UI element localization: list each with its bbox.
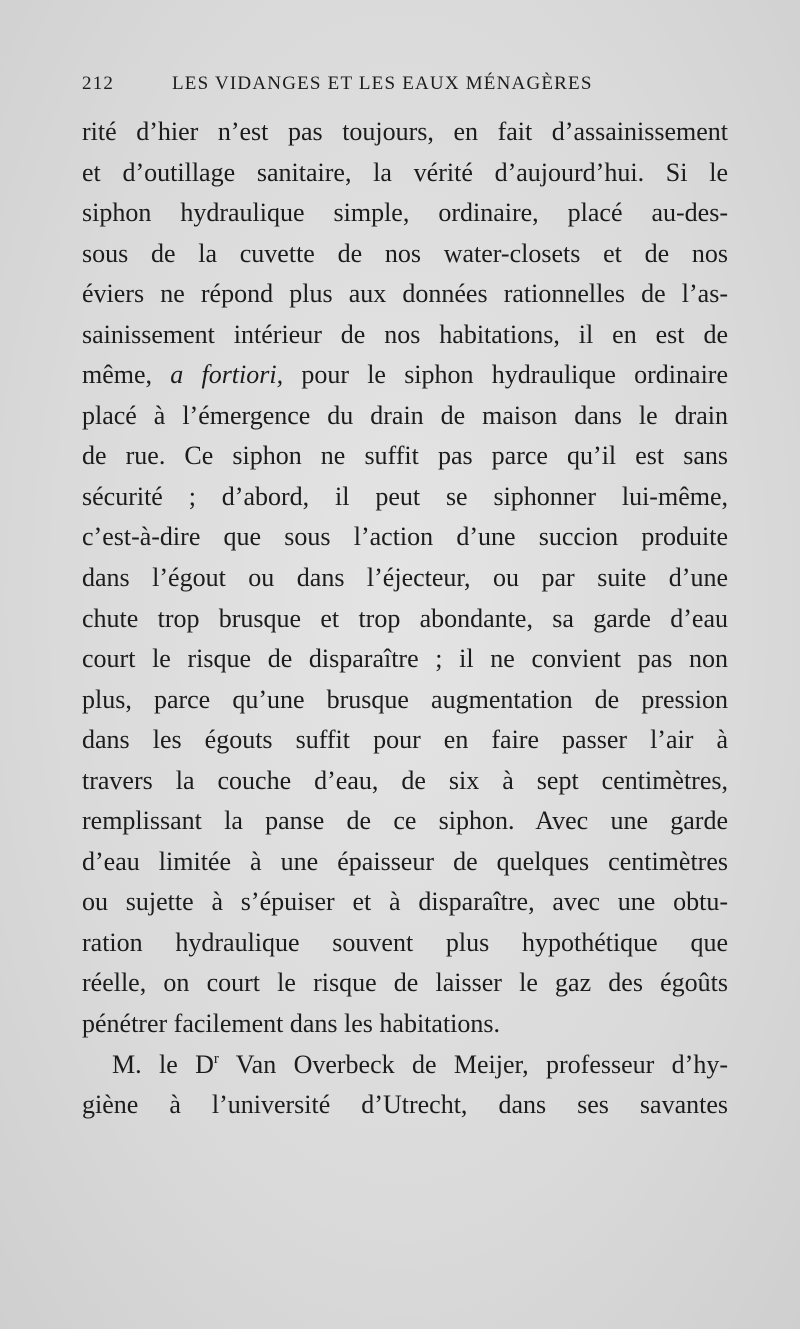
text-line: rité d’hier n’est pas toujours, en fait d’assainissement	[82, 117, 728, 146]
text-line: remplissant la panse de ce siphon. Avec une garde	[82, 806, 728, 836]
running-head	[82, 68, 732, 100]
running-title: LES VIDANGES ET LES EAUX MÉNAGÈRES	[172, 73, 593, 94]
text-line: siphon hydraulique simple, ordinaire, placé au-des-	[82, 198, 728, 228]
text-line: sainissement intérieur de nos habitations, il en est de	[82, 319, 728, 349]
text-line: travers la couche d’eau, de six à sept centimètres,	[82, 765, 728, 795]
text-line-with-italic	[82, 355, 728, 396]
line-start: M. le D	[112, 1049, 214, 1079]
text-line: de rue. Ce siphon ne suffit pas parce qu’il est sans	[82, 441, 728, 471]
paragraph-last-line: pénétrer facilement dans les habitations.	[82, 1009, 501, 1039]
line-rest: pour le siphon hydraulique ordinaire	[301, 360, 728, 390]
text-line: dans les égouts suffit pour en faire passer l’air à	[82, 725, 728, 755]
italic-phrase: a fortiori,	[170, 360, 284, 390]
text-line: réelle, on court le risque de laisser le gaz des égoûts	[82, 968, 728, 998]
text-line: court le risque de disparaître ; il ne convient pas non	[82, 644, 728, 674]
superscript-r: r	[213, 1050, 219, 1067]
text-line: placé à l’émergence du drain de maison dans le drain	[82, 400, 728, 430]
text-line: c’est-à-dire que sous l’action d’une succion produite	[82, 522, 728, 552]
text-line: plus, parce qu’une brusque augmentation de pression	[82, 684, 728, 714]
text-line: chute trop brusque et trop abondante, sa garde d’eau	[82, 603, 728, 633]
page-number: 212	[82, 73, 115, 94]
body-text	[82, 112, 728, 1126]
paragraph-2-first-line	[82, 1045, 728, 1086]
text-line: d’eau limitée à une épaisseur de quelques centimètres	[82, 846, 728, 876]
line-prefix: même,	[82, 360, 153, 390]
text-line: et d’outillage sanitaire, la vérité d’aujourd’hui. Si le	[82, 157, 728, 187]
text-line: éviers ne répond plus aux données rationnelles de l’as-	[82, 279, 728, 309]
text-line: sous de la cuvette de nos water-closets et de nos	[82, 238, 728, 268]
text-line: ration hydraulique souvent plus hypothétique que	[82, 927, 728, 957]
line-end: Van Overbeck de Meijer, professeur d’hy-	[218, 1049, 728, 1079]
text-line: dans l’égout ou dans l’éjecteur, ou par suite d’une	[82, 563, 728, 593]
text-line: ou sujette à s’épuiser et à disparaître, avec une obtu-	[82, 887, 728, 917]
text-line: giène à l’université d’Utrecht, dans ses savantes	[82, 1090, 728, 1120]
text-line: sécurité ; d’abord, il peut se siphonner lui-même,	[82, 481, 728, 511]
